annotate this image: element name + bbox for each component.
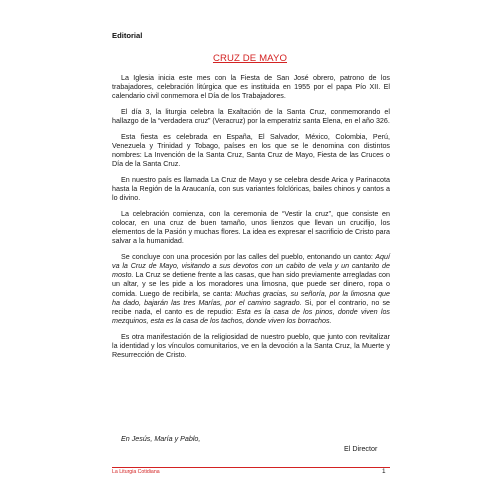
paragraph-text: En nuestro país es llamada La Cruz de Mayo y se celebra desde Arica y Parinacota hasta la Región de la Araucanía, con sus variantes folclóricas, bailes chinos y cantos a lo divino. xyxy=(112,175,390,203)
signature: El Director xyxy=(344,445,378,453)
paragraph-text: Es otra manifestación de la religiosidad de nuestro pueblo, que junto con revitalizar la identidad y los vínculos comunitarios, ve en la devoción a la Santa Cruz, la Muerte y Resurrección de Cristo. xyxy=(112,332,390,360)
paragraph-text: La Iglesia inicia este mes con la Fiesta de San José obrero, patrono de los trabajadores, celebración litúrgica que es instituida en 1955 por el papa Pío XII. El calendario civil conmemora el Día de los Trabajadores. xyxy=(112,74,390,101)
paragraph-text: El día 3, la liturgia celebra la Exaltación de la Santa Cruz, conmemorando el hallazgo de la “verdadera cruz” (Veracruz) por la emperatriz santa Elena, en el año 326. xyxy=(112,107,390,126)
article-paragraph xyxy=(112,253,390,326)
article-title: CRUZ DE MAYO xyxy=(212,53,288,64)
footer-publication-name: La Liturgia Cotidiana xyxy=(112,469,160,475)
paragraph-text: Se concluye con una procesión por las calles del pueblo, entonando un canto: xyxy=(121,253,376,261)
paragraph-text: La Cruz se detiene frente a las casas, que han sido previamente arregladas con un altar, y se les pide a los moradores una limosna, que puede ser dinero, ropa o comida. Luego de recibirla, se canta: xyxy=(112,271,390,298)
paragraph-text: Si, por el contrario, no se recibe nada, el canto es de repudio: xyxy=(112,298,390,316)
footer-divider xyxy=(112,467,390,468)
article-body xyxy=(112,74,390,367)
article-paragraph xyxy=(112,74,390,101)
paragraph-text: Esta fiesta es celebrada en España, El Salvador, México, Colombia, Perú, Venezuela y Trinidad y Tobago, países en los que se le denomina con distintos nombres: La Invención de la Santa Cruz, Santa Cruz de Mayo, Fiesta de las Cruces o Día de la Santa Cruz. xyxy=(112,132,390,169)
article-paragraph xyxy=(112,133,390,170)
section-label: Editorial xyxy=(112,31,143,40)
article-paragraph xyxy=(112,176,390,203)
closing-line: En Jesús, María y Pablo, xyxy=(121,435,201,443)
article-paragraph xyxy=(112,108,390,126)
song-quote: Esta es la casa de los pinos, donde viven los mezquinos, esta es la casa de los tachos, donde viven los borrachos. xyxy=(112,307,390,326)
paragraph-text: La celebración comienza, con la ceremonia de “Vestir la cruz”, que consiste en colocar, en una cruz de buen tamaño, unos lienzos que llevan un crucifijo, los elementos de la Pasión y muchas flores. La idea es expresar el sacrificio de Cristo para salvar a la humanidad. xyxy=(112,209,390,246)
song-quote: Muchas gracias, su señoría, por la limosna que ha dado, bajarán las tres Marías, por el camino sagrado. xyxy=(112,289,390,307)
article-paragraph xyxy=(112,333,390,360)
article-paragraph xyxy=(112,210,390,247)
page-number: 1 xyxy=(382,468,386,475)
song-quote: Aquí va la Cruz de Mayo, visitando a sus devotos con un cabito de vela y un cantarito de mosto. xyxy=(112,253,390,280)
